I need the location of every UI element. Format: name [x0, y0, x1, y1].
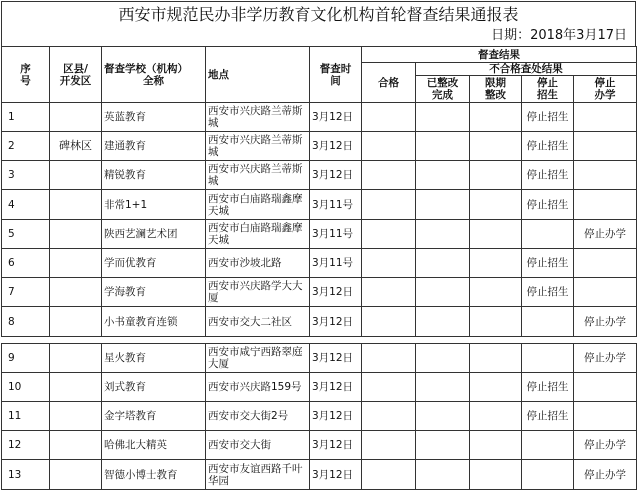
cell-stop-enroll — [522, 307, 574, 337]
cell-school: 刘式教育 — [102, 373, 206, 402]
cell-rectified — [416, 190, 470, 220]
header-district: 区县/ 开发区 — [50, 47, 102, 103]
cell-seq: 9 — [2, 344, 50, 373]
cell-deadline — [470, 307, 522, 337]
cell-deadline — [470, 460, 522, 490]
header-rectified: 已整改 完成 — [416, 76, 470, 103]
cell-pass — [362, 278, 416, 307]
cell-district — [50, 278, 102, 307]
cell-seq: 7 — [2, 278, 50, 307]
cell-stop-enroll: 停止招生 — [522, 373, 574, 402]
cell-pass — [362, 103, 416, 132]
cell-rectified — [416, 344, 470, 373]
cell-address: 西安市兴庆路兰蒂斯城 — [206, 103, 310, 132]
cell-school: 星火教育 — [102, 344, 206, 373]
cell-pass — [362, 460, 416, 490]
cell-stop-run — [574, 103, 637, 132]
cell-deadline — [470, 278, 522, 307]
header-fail-group: 不合格查处结果 — [416, 63, 637, 76]
cell-stop-enroll: 停止招生 — [522, 249, 574, 278]
header-school: 督查学校（机构） 全称 — [102, 47, 206, 103]
header-result-group: 督查结果 — [362, 47, 637, 63]
cell-seq: 8 — [2, 307, 50, 337]
cell-address: 西安市兴庆路兰蒂斯城 — [206, 161, 310, 190]
cell-inspect-time: 3月11号 — [310, 220, 362, 249]
table-row — [2, 278, 637, 307]
cell-address: 西安市咸宁西路翠庭大厦 — [206, 344, 310, 373]
cell-stop-enroll — [522, 460, 574, 490]
cell-district — [50, 307, 102, 337]
gap-cell — [2, 337, 637, 344]
cell-inspect-time: 3月12日 — [310, 402, 362, 431]
cell-address: 西安市沙坡北路 — [206, 249, 310, 278]
table-row — [2, 402, 637, 431]
cell-stop-enroll: 停止招生 — [522, 103, 574, 132]
header-address: 地点 — [206, 47, 310, 103]
cell-seq: 4 — [2, 190, 50, 220]
cell-stop-run — [574, 278, 637, 307]
table-header — [2, 47, 637, 103]
cell-seq: 2 — [2, 132, 50, 161]
cell-district — [50, 402, 102, 431]
cell-district — [50, 431, 102, 460]
cell-inspect-time: 3月12日 — [310, 460, 362, 490]
cell-address: 西安市交大二社区 — [206, 307, 310, 337]
report-page — [1, 1, 639, 498]
cell-district — [50, 460, 102, 490]
cell-school: 学海教育 — [102, 278, 206, 307]
report-date: 日期：2018年3月17日 — [1, 26, 636, 46]
cell-district — [50, 103, 102, 132]
table-row — [2, 460, 637, 490]
cell-deadline — [470, 220, 522, 249]
cell-school: 精锐教育 — [102, 161, 206, 190]
cell-deadline — [470, 190, 522, 220]
cell-pass — [362, 132, 416, 161]
table-row — [2, 249, 637, 278]
table-row — [2, 431, 637, 460]
cell-school: 非常1+1 — [102, 190, 206, 220]
cell-address: 西安市交大街2号 — [206, 402, 310, 431]
cell-stop-enroll — [522, 220, 574, 249]
table-row — [2, 132, 637, 161]
cell-seq: 5 — [2, 220, 50, 249]
cell-rectified — [416, 161, 470, 190]
cell-school: 小书童教育连锁 — [102, 307, 206, 337]
cell-pass — [362, 249, 416, 278]
table-row — [2, 161, 637, 190]
cell-inspect-time: 3月12日 — [310, 132, 362, 161]
cell-seq: 1 — [2, 103, 50, 132]
cell-inspect-time: 3月12日 — [310, 278, 362, 307]
cell-district — [50, 344, 102, 373]
cell-stop-run: 停止办学 — [574, 344, 637, 373]
cell-rectified — [416, 373, 470, 402]
cell-stop-run — [574, 402, 637, 431]
cell-inspect-time: 3月12日 — [310, 103, 362, 132]
table-row — [2, 220, 637, 249]
cell-pass — [362, 373, 416, 402]
cell-stop-run — [574, 190, 637, 220]
header-stop-enroll: 停止 招生 — [522, 76, 574, 103]
table-body — [2, 103, 637, 490]
cell-stop-run — [574, 161, 637, 190]
cell-inspect-time: 3月12日 — [310, 344, 362, 373]
cell-stop-run: 停止办学 — [574, 460, 637, 490]
cell-stop-run — [574, 249, 637, 278]
cell-pass — [362, 161, 416, 190]
cell-seq: 10 — [2, 373, 50, 402]
cell-stop-run — [574, 132, 637, 161]
cell-stop-run: 停止办学 — [574, 307, 637, 337]
cell-pass — [362, 307, 416, 337]
cell-inspect-time: 3月12日 — [310, 161, 362, 190]
cell-address: 西安市白庙路瑞鑫摩天城 — [206, 190, 310, 220]
table-row — [2, 344, 637, 373]
cell-school: 金字塔教育 — [102, 402, 206, 431]
cell-stop-enroll: 停止招生 — [522, 132, 574, 161]
cell-stop-run: 停止办学 — [574, 220, 637, 249]
table-row — [2, 190, 637, 220]
cell-address: 西安市友谊西路千叶华园 — [206, 460, 310, 490]
cell-pass — [362, 190, 416, 220]
cell-seq: 13 — [2, 460, 50, 490]
cell-school: 建通教育 — [102, 132, 206, 161]
cell-district — [50, 249, 102, 278]
cell-school: 哈佛北大精英 — [102, 431, 206, 460]
cell-district — [50, 220, 102, 249]
cell-stop-enroll: 停止招生 — [522, 278, 574, 307]
header-deadline: 限期 整改 — [470, 76, 522, 103]
cell-deadline — [470, 402, 522, 431]
cell-seq: 3 — [2, 161, 50, 190]
cell-address: 西安市白庙路瑞鑫摩天城 — [206, 220, 310, 249]
cell-stop-run — [574, 373, 637, 402]
cell-school: 英蓝教育 — [102, 103, 206, 132]
cell-rectified — [416, 103, 470, 132]
table-row — [2, 103, 637, 132]
cell-rectified — [416, 402, 470, 431]
cell-address: 西安市交大街 — [206, 431, 310, 460]
cell-inspect-time: 3月12日 — [310, 373, 362, 402]
cell-stop-enroll: 停止招生 — [522, 190, 574, 220]
report-title: 西安市规范民办非学历教育文化机构首轮督查结果通报表 — [1, 1, 636, 26]
cell-district: 碑林区 — [50, 132, 102, 161]
header-inspect-time: 督查时 间 — [310, 47, 362, 103]
cell-address: 西安市兴庆路兰蒂斯城 — [206, 132, 310, 161]
inspection-table — [1, 46, 637, 490]
cell-seq: 11 — [2, 402, 50, 431]
cell-deadline — [470, 373, 522, 402]
cell-deadline — [470, 344, 522, 373]
header-pass: 合格 — [362, 63, 416, 103]
cell-seq: 6 — [2, 249, 50, 278]
cell-deadline — [470, 249, 522, 278]
cell-inspect-time: 3月12日 — [310, 307, 362, 337]
cell-pass — [362, 431, 416, 460]
table-gap-row — [2, 337, 637, 344]
cell-address: 西安市兴庆路159号 — [206, 373, 310, 402]
cell-deadline — [470, 103, 522, 132]
cell-rectified — [416, 307, 470, 337]
cell-rectified — [416, 431, 470, 460]
cell-deadline — [470, 161, 522, 190]
cell-stop-run: 停止办学 — [574, 431, 637, 460]
header-stop-run: 停止 办学 — [574, 76, 637, 103]
cell-inspect-time: 3月11号 — [310, 249, 362, 278]
cell-school: 陕西艺澜艺术团 — [102, 220, 206, 249]
cell-pass — [362, 344, 416, 373]
cell-school: 智德小博士教育 — [102, 460, 206, 490]
cell-district — [50, 373, 102, 402]
cell-school: 学而优教育 — [102, 249, 206, 278]
cell-stop-enroll — [522, 431, 574, 460]
cell-stop-enroll: 停止招生 — [522, 161, 574, 190]
cell-district — [50, 161, 102, 190]
cell-deadline — [470, 431, 522, 460]
cell-rectified — [416, 460, 470, 490]
cell-pass — [362, 402, 416, 431]
cell-address: 西安市兴庆路学大大厦 — [206, 278, 310, 307]
cell-pass — [362, 220, 416, 249]
cell-rectified — [416, 249, 470, 278]
table-row — [2, 373, 637, 402]
table-row — [2, 307, 637, 337]
cell-stop-enroll — [522, 344, 574, 373]
cell-inspect-time: 3月12日 — [310, 431, 362, 460]
cell-stop-enroll: 停止招生 — [522, 402, 574, 431]
cell-seq: 12 — [2, 431, 50, 460]
cell-district — [50, 190, 102, 220]
cell-rectified — [416, 220, 470, 249]
header-seq: 序 号 — [2, 47, 50, 103]
cell-rectified — [416, 132, 470, 161]
cell-rectified — [416, 278, 470, 307]
cell-inspect-time: 3月11号 — [310, 190, 362, 220]
cell-deadline — [470, 132, 522, 161]
